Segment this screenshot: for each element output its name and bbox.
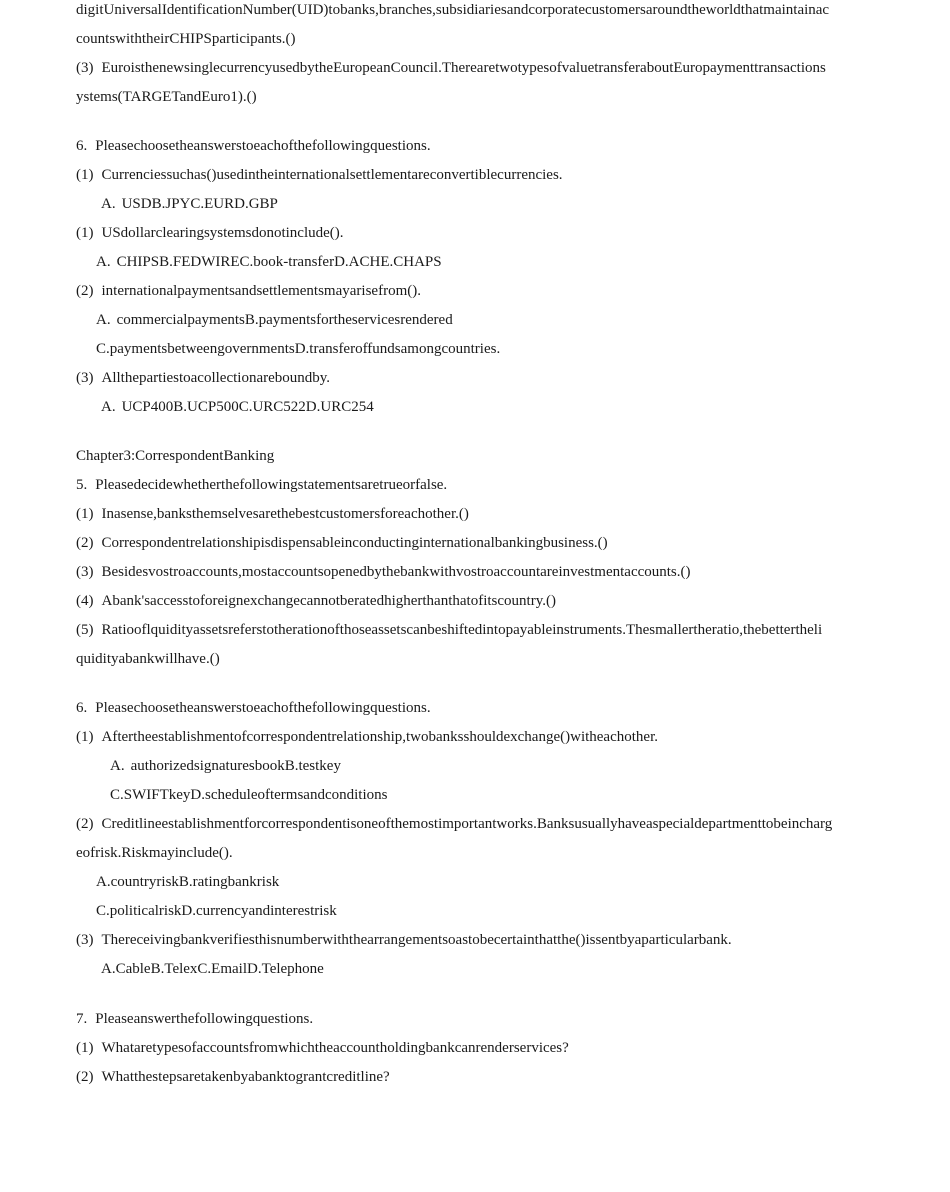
statement-text: Inasense,banksthemselvesarethebestcustomersforeachother.() bbox=[101, 506, 469, 522]
choice-number: (1) bbox=[76, 225, 94, 241]
choice-text: Aftertheestablishmentofcorrespondentrelationship,twobanksshouldexchange()witheachother. bbox=[101, 729, 658, 745]
question-heading-text: Pleaseanswerthefollowingquestions. bbox=[95, 1011, 314, 1027]
option-letter: A. bbox=[110, 758, 125, 774]
ch3-choice-1-options-line1 bbox=[110, 756, 910, 776]
statement-text: Ratiooflquidityassetsreferstotherationofthoseassetscanbeshiftedintopayableinstruments.Thesmallertheratio,thebettertheli bbox=[101, 622, 823, 638]
ch2-choice-4-options bbox=[101, 397, 901, 417]
options-text: authorizedsignaturesbookB.testkey bbox=[130, 758, 341, 774]
ch3-statement-4 bbox=[76, 591, 876, 611]
statement-number: (1) bbox=[76, 506, 94, 522]
open-question-text: Whatthestepsaretakenbyabanktograntcreditline? bbox=[101, 1069, 390, 1085]
ch3-choice-3 bbox=[76, 930, 876, 950]
choice-text: internationalpaymentsandsettlementsmayarisefrom(). bbox=[101, 283, 421, 299]
ch2-choice-3-options-line1 bbox=[96, 310, 896, 330]
question-heading-text: Pleasechoosetheanswerstoeachofthefollowingquestions. bbox=[95, 700, 431, 716]
choice-number: (1) bbox=[76, 729, 94, 745]
ch2-choice-2 bbox=[76, 223, 876, 243]
statement-text: Abank'saccesstoforeignexchangecannotberatedhigherthanthatofitscountry.() bbox=[101, 593, 556, 609]
option-letter: A. bbox=[101, 196, 116, 212]
option-letter: A. bbox=[96, 254, 111, 270]
ch3-question-5-heading bbox=[76, 475, 876, 495]
ch3-statement-2 bbox=[76, 533, 876, 553]
ch2-choice-3 bbox=[76, 281, 876, 301]
ch2-choice-4 bbox=[76, 368, 876, 388]
open-question-number: (2) bbox=[76, 1069, 94, 1085]
ch3-question-6-heading bbox=[76, 698, 876, 718]
statement-3-line2: ystems(TARGETandEuro1).() bbox=[76, 89, 257, 105]
statement-2-continuation-line1: digitUniversalIdentificationNumber(UID)tobanks,branches,subsidiariesandcorporatecustomersaroundtheworldthatmaintainac bbox=[76, 2, 830, 18]
choice-number: (2) bbox=[76, 816, 94, 832]
question-number: 7. bbox=[76, 1011, 88, 1027]
options-text: commercialpaymentsB.paymentsfortheservicesrendered bbox=[116, 312, 453, 328]
open-question-text: Whataretypesofaccountsfromwhichtheaccountholdingbankcanrenderservices? bbox=[101, 1040, 569, 1056]
choice-text: USdollarclearingsystemsdonotinclude(). bbox=[101, 225, 344, 241]
ch3-choice-1-options-line2: C.SWIFTkeyD.scheduleoftermsandconditions bbox=[110, 787, 388, 803]
ch3-choice-2-options-line1: A.countryriskB.ratingbankrisk bbox=[96, 874, 280, 890]
choice-text: Thereceivingbankverifiesthisnumberwiththearrangementsoastobecertainthatthe()issentbyaparticularbank. bbox=[101, 932, 732, 948]
question-number: 6. bbox=[76, 138, 88, 154]
choice-number: (1) bbox=[76, 167, 94, 183]
choice-number: (2) bbox=[76, 283, 94, 299]
ch2-choice-3-options-line2: C.paymentsbetweengovernmentsD.transferoffundsamongcountries. bbox=[96, 341, 501, 357]
choice-text: Allthepartiestoacollectionareboundby. bbox=[101, 370, 331, 386]
ch3-choice-1 bbox=[76, 727, 876, 747]
choice-text: Creditlineestablishmentforcorrespondentisoneofthemostimportantworks.Banksusuallyhaveaspecialdepartmenttobeincharg bbox=[101, 816, 833, 832]
statement-text: Correspondentrelationshipisdispensableinconductinginternationalbankingbusiness.() bbox=[101, 535, 608, 551]
options-text: USDB.JPYC.EURD.GBP bbox=[121, 196, 278, 212]
ch3-statement-1 bbox=[76, 504, 876, 524]
options-text: CHIPSB.FEDWIREC.book-transferD.ACHE.CHAPS bbox=[116, 254, 442, 270]
ch2-choice-2-options bbox=[96, 252, 896, 272]
choice-text: Currenciessuchas()usedintheinternationalsettlementareconvertiblecurrencies. bbox=[101, 167, 563, 183]
statement-number: (3) bbox=[76, 564, 94, 580]
statement-3 bbox=[76, 58, 876, 78]
ch3-statement-5 bbox=[76, 620, 876, 640]
ch3-question-7-heading bbox=[76, 1009, 876, 1029]
options-text: UCP400B.UCP500C.URC522D.URC254 bbox=[121, 399, 374, 415]
statement-number: (2) bbox=[76, 535, 94, 551]
chapter-3-title: Chapter3:CorrespondentBanking bbox=[76, 448, 275, 464]
statement-3-number: (3) bbox=[76, 60, 94, 76]
ch3-choice-2 bbox=[76, 814, 876, 834]
statement-2-continuation-line2: countswiththeirCHIPSparticipants.() bbox=[76, 31, 296, 47]
question-heading-text: Pleasechoosetheanswerstoeachofthefollowingquestions. bbox=[95, 138, 431, 154]
ch3-choice-2-line2: eofrisk.Riskmayinclude(). bbox=[76, 845, 233, 861]
ch3-choice-2-options-line2: C.politicalriskD.currencyandinterestrisk bbox=[96, 903, 337, 919]
open-question-number: (1) bbox=[76, 1040, 94, 1056]
ch3-statement-5-line2: quidityabankwillhave.() bbox=[76, 651, 220, 667]
ch3-statement-3 bbox=[76, 562, 876, 582]
question-heading-text: Pleasedecidewhetherthefollowingstatementsaretrueorfalse. bbox=[95, 477, 448, 493]
statement-3-text: EuroisthenewsinglecurrencyusedbytheEuropeanCouncil.TherearetwotypesofvaluetransferaboutEuropaymenttransactions bbox=[101, 60, 826, 76]
ch3-open-question-1 bbox=[76, 1038, 876, 1058]
choice-number: (3) bbox=[76, 370, 94, 386]
ch2-choice-1-options bbox=[101, 194, 901, 214]
ch3-choice-3-options: A.CableB.TelexC.EmailD.Telephone bbox=[101, 961, 324, 977]
option-letter: A. bbox=[96, 312, 111, 328]
statement-number: (5) bbox=[76, 622, 94, 638]
option-letter: A. bbox=[101, 399, 116, 415]
ch3-open-question-2 bbox=[76, 1067, 876, 1087]
question-number: 6. bbox=[76, 700, 88, 716]
question-number: 5. bbox=[76, 477, 88, 493]
statement-text: Besidesvostroaccounts,mostaccountsopenedbythebankwithvostroaccountareinvestmentaccounts.() bbox=[101, 564, 691, 580]
choice-number: (3) bbox=[76, 932, 94, 948]
statement-number: (4) bbox=[76, 593, 94, 609]
ch2-choice-1 bbox=[76, 165, 876, 185]
ch2-question-6-heading bbox=[76, 136, 876, 156]
